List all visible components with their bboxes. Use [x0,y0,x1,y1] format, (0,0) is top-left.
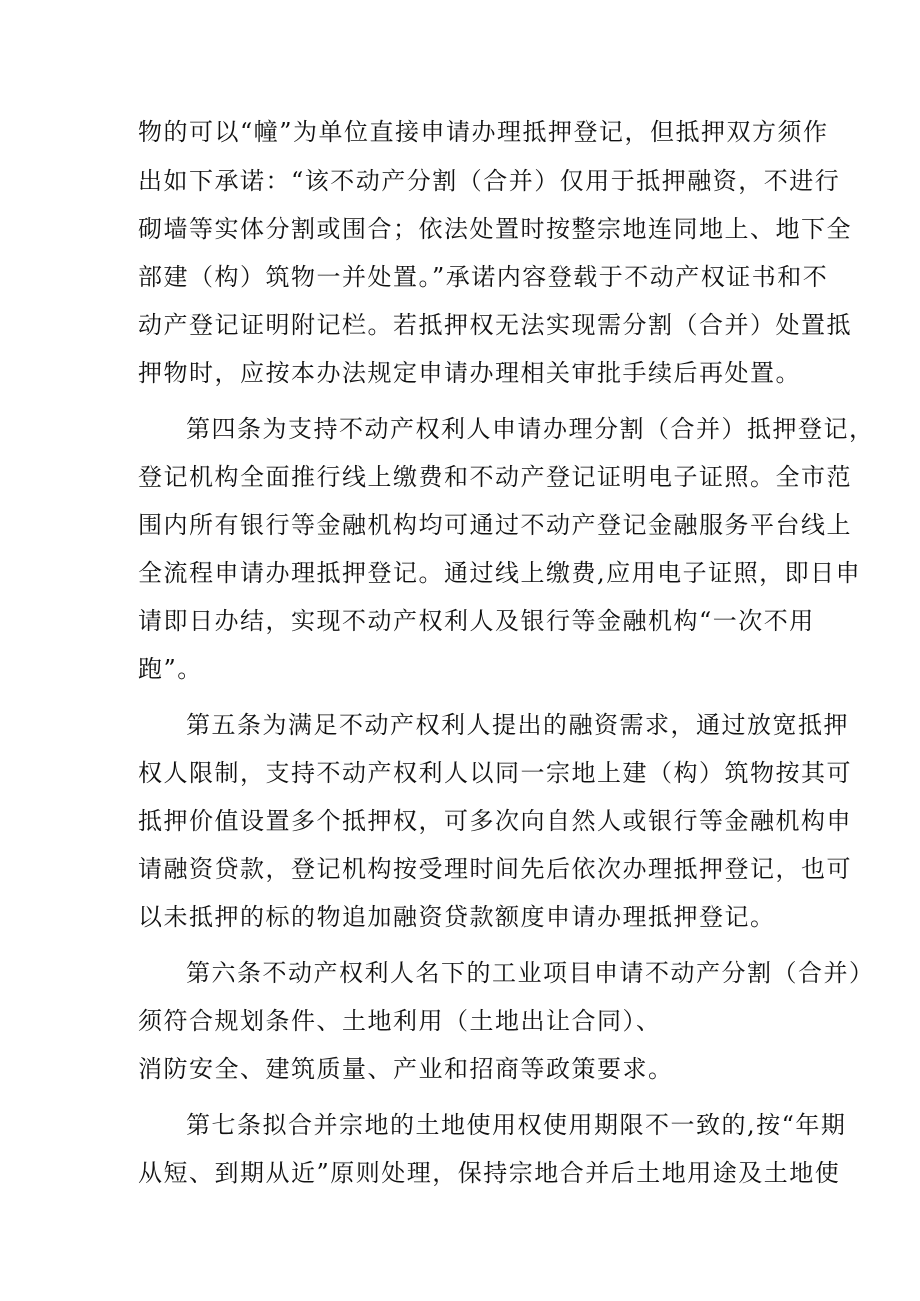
text-line: 权人限制，支持不动产权利人以同一宗地上建（构）筑物按其可 [138,759,852,787]
text-line: 围内所有银行等金融机构均可通过不动产登记金融服务平台线上 [138,511,852,539]
text-line: 以未抵押的标的物追加融资贷款额度申请办理抵押登记。 [138,903,776,931]
text-line: 从短、到期从近”原则处理，保持宗地合并后土地用途及土地使 [138,1159,841,1187]
text-line: 动产登记证明附记栏。若抵押权无法实现需分割（合并）处置抵 [138,311,852,339]
text-line: 消防安全、建筑质量、产业和招商等政策要求。 [138,1055,674,1083]
text-line: 须符合规划条件、土地利用（土地出让合同）、 [138,1007,662,1035]
text-line: 物的可以“幢”为单位直接申请办理抵押登记，但抵押双方须作 [138,118,829,146]
text-line: 第六条不动产权利人名下的工业项目申请不动产分割（合并） [186,959,875,987]
text-line: 第五条为满足不动产权利人提出的融资需求，通过放宽抵押 [186,711,849,739]
text-line: 押物时，应按本办法规定申请办理相关审批手续后再处置。 [138,359,801,387]
text-line: 抵押价值设置多个抵押权，可多次向自然人或银行等金融机构申 [138,807,852,835]
text-line: 登记机构全面推行线上缴费和不动产登记证明电子证照。全市范 [138,463,852,491]
text-line: 跑”。 [138,655,203,683]
text-line: 第七条拟合并宗地的土地使用权使用期限不一致的,按“年期 [186,1111,847,1139]
text-line: 请即日办结，实现不动产权利人及银行等金融机构“一次不用 [138,607,815,635]
text-line: 全流程申请办理抵押登记。通过线上缴费,应用电子证照，即日申 [138,559,862,587]
text-line: 第四条为支持不动产权利人申请办理分割（合并）抵押登记， [186,415,875,443]
text-line: 出如下承诺：“该不动产分割（合并）仅用于抵押融资，不进行 [138,167,841,195]
text-line: 部建（构）筑物一并处置。”承诺内容登载于不动产权证书和不 [138,263,829,291]
text-line: 砌墙等实体分割或围合；依法处置时按整宗地连同地上、地下全 [138,215,852,243]
text-line: 请融资贷款，登记机构按受理时间先后依次办理抵押登记，也可 [138,855,852,883]
